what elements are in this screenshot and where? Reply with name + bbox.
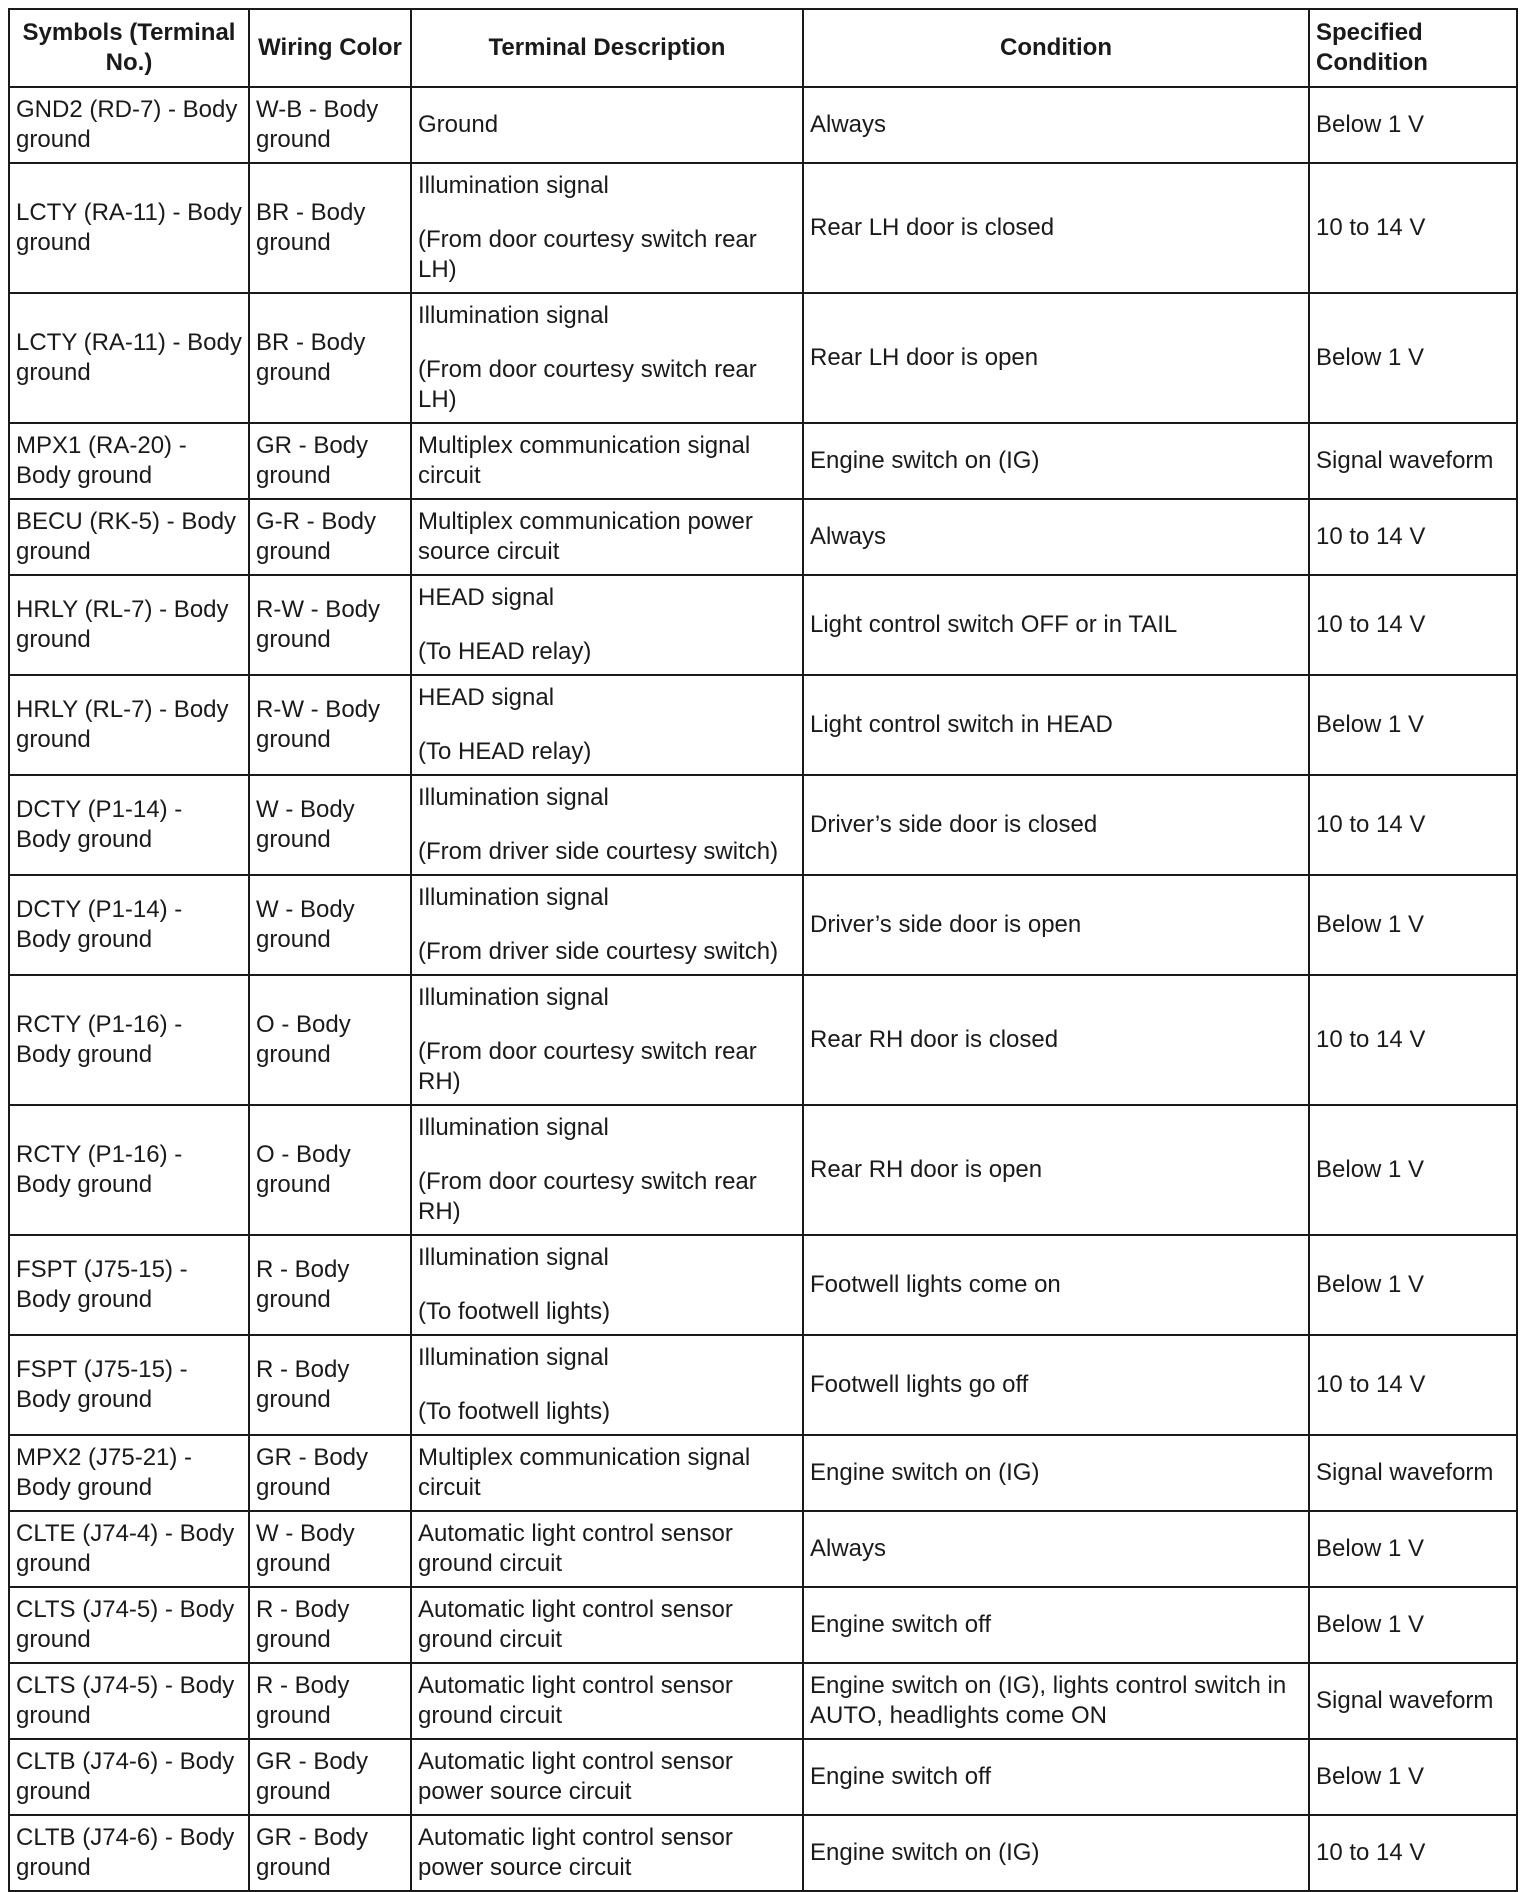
description-line: HEAD signal xyxy=(418,584,555,611)
cell-specified-condition: Below 1 V xyxy=(1309,1587,1517,1663)
cell-specified-condition: Below 1 V xyxy=(1309,87,1517,163)
description-line: Multiplex communication signal circuit xyxy=(418,1444,751,1501)
cell-condition: Driver’s side door is closed xyxy=(803,775,1309,875)
header-terminal-description: Terminal Description xyxy=(411,9,803,87)
description-line: Automatic light control sensor ground circuit xyxy=(418,1596,733,1653)
table-row xyxy=(9,1105,1517,1235)
description-gap xyxy=(418,813,796,837)
cell-symbols: CLTS (J74-5) - Body ground xyxy=(9,1587,249,1663)
description-line: Ground xyxy=(418,111,499,138)
header-specified-condition: Specified Condition xyxy=(1309,9,1517,87)
table-row xyxy=(9,293,1517,423)
cell-symbols: DCTY (P1-14) - Body ground xyxy=(9,875,249,975)
cell-specified-condition: 10 to 14 V xyxy=(1309,575,1517,675)
cell-symbols: DCTY (P1-14) - Body ground xyxy=(9,775,249,875)
cell-symbols: BECU (RK-5) - Body ground xyxy=(9,499,249,575)
header-condition: Condition xyxy=(803,9,1309,87)
cell-symbols: RCTY (P1-16) - Body ground xyxy=(9,975,249,1105)
cell-wiring-color: BR - Body ground xyxy=(249,293,411,423)
cell-specified-condition: Signal waveform xyxy=(1309,423,1517,499)
cell-symbols: LCTY (RA-11) - Body ground xyxy=(9,163,249,293)
cell-terminal-description xyxy=(411,975,803,1105)
cell-terminal-description xyxy=(411,575,803,675)
cell-symbols: MPX2 (J75-21) - Body ground xyxy=(9,1435,249,1511)
description-line: (From door courtesy switch rear LH) xyxy=(418,356,757,413)
cell-symbols: CLTE (J74-4) - Body ground xyxy=(9,1511,249,1587)
description-line: (From door courtesy switch rear LH) xyxy=(418,226,757,283)
cell-condition: Rear RH door is open xyxy=(803,1105,1309,1235)
cell-terminal-description xyxy=(411,1815,803,1891)
table-row xyxy=(9,423,1517,499)
cell-condition: Engine switch on (IG) xyxy=(803,1435,1309,1511)
description-gap xyxy=(418,1143,796,1167)
cell-symbols: FSPT (J75-15) - Body ground xyxy=(9,1235,249,1335)
cell-condition: Light control switch OFF or in TAIL xyxy=(803,575,1309,675)
description-gap xyxy=(418,201,796,225)
description-line: Automatic light control sensor power source circuit xyxy=(418,1824,733,1881)
cell-terminal-description xyxy=(411,87,803,163)
cell-condition: Engine switch on (IG), lights control switch in AUTO, headlights come ON xyxy=(803,1663,1309,1739)
cell-wiring-color: W-B - Body ground xyxy=(249,87,411,163)
cell-terminal-description xyxy=(411,1335,803,1435)
table-row xyxy=(9,575,1517,675)
cell-symbols: GND2 (RD-7) - Body ground xyxy=(9,87,249,163)
cell-terminal-description xyxy=(411,1663,803,1739)
header-row xyxy=(9,9,1517,87)
cell-specified-condition: 10 to 14 V xyxy=(1309,499,1517,575)
cell-condition: Footwell lights go off xyxy=(803,1335,1309,1435)
description-line: Automatic light control sensor power source circuit xyxy=(418,1748,733,1805)
cell-specified-condition: 10 to 14 V xyxy=(1309,163,1517,293)
description-line: Illumination signal xyxy=(418,884,609,911)
cell-wiring-color: G-R - Body ground xyxy=(249,499,411,575)
cell-specified-condition: Below 1 V xyxy=(1309,1105,1517,1235)
description-line: HEAD signal xyxy=(418,684,555,711)
cell-wiring-color: R - Body ground xyxy=(249,1663,411,1739)
terminal-spec-table xyxy=(8,8,1518,1892)
description-line: Illumination signal xyxy=(418,1244,609,1271)
cell-wiring-color: BR - Body ground xyxy=(249,163,411,293)
cell-condition: Light control switch in HEAD xyxy=(803,675,1309,775)
cell-specified-condition: Below 1 V xyxy=(1309,1511,1517,1587)
description-gap xyxy=(418,1373,796,1397)
cell-wiring-color: R-W - Body ground xyxy=(249,675,411,775)
cell-wiring-color: R - Body ground xyxy=(249,1235,411,1335)
description-line: (To footwell lights) xyxy=(418,1298,611,1325)
terminal-spec-table-container xyxy=(8,8,1518,1892)
table-body xyxy=(9,87,1517,1891)
cell-wiring-color: R - Body ground xyxy=(249,1587,411,1663)
cell-terminal-description xyxy=(411,1105,803,1235)
cell-terminal-description xyxy=(411,775,803,875)
description-line: (To HEAD relay) xyxy=(418,638,592,665)
cell-specified-condition: Below 1 V xyxy=(1309,293,1517,423)
description-line: Illumination signal xyxy=(418,302,609,329)
cell-wiring-color: O - Body ground xyxy=(249,1105,411,1235)
table-row xyxy=(9,1235,1517,1335)
cell-terminal-description xyxy=(411,499,803,575)
cell-symbols: CLTB (J74-6) - Body ground xyxy=(9,1815,249,1891)
cell-condition: Rear LH door is closed xyxy=(803,163,1309,293)
cell-wiring-color: GR - Body ground xyxy=(249,1739,411,1815)
description-line: Multiplex communication power source circuit xyxy=(418,508,753,565)
cell-symbols: CLTS (J74-5) - Body ground xyxy=(9,1663,249,1739)
cell-condition: Engine switch off xyxy=(803,1739,1309,1815)
cell-wiring-color: GR - Body ground xyxy=(249,423,411,499)
cell-symbols: HRLY (RL-7) - Body ground xyxy=(9,575,249,675)
cell-condition: Engine switch on (IG) xyxy=(803,423,1309,499)
cell-terminal-description xyxy=(411,875,803,975)
header-wiring-color: Wiring Color xyxy=(249,9,411,87)
table-row xyxy=(9,499,1517,575)
description-gap xyxy=(418,713,796,737)
cell-wiring-color: W - Body ground xyxy=(249,775,411,875)
description-line: (To HEAD relay) xyxy=(418,738,592,765)
cell-terminal-description xyxy=(411,675,803,775)
description-line: (From driver side courtesy switch) xyxy=(418,838,779,865)
cell-wiring-color: GR - Body ground xyxy=(249,1435,411,1511)
description-line: Illumination signal xyxy=(418,1114,609,1141)
cell-terminal-description xyxy=(411,1739,803,1815)
cell-symbols: LCTY (RA-11) - Body ground xyxy=(9,293,249,423)
description-line: Illumination signal xyxy=(418,984,609,1011)
cell-symbols: MPX1 (RA-20) - Body ground xyxy=(9,423,249,499)
cell-symbols: FSPT (J75-15) - Body ground xyxy=(9,1335,249,1435)
description-gap xyxy=(418,331,796,355)
table-row xyxy=(9,1663,1517,1739)
cell-specified-condition: Below 1 V xyxy=(1309,1739,1517,1815)
cell-specified-condition: Below 1 V xyxy=(1309,675,1517,775)
cell-condition: Always xyxy=(803,87,1309,163)
description-line: Automatic light control sensor ground circuit xyxy=(418,1672,733,1729)
cell-wiring-color: O - Body ground xyxy=(249,975,411,1105)
description-gap xyxy=(418,1273,796,1297)
cell-specified-condition: 10 to 14 V xyxy=(1309,775,1517,875)
cell-terminal-description xyxy=(411,1235,803,1335)
header-symbols: Symbols (Terminal No.) xyxy=(9,9,249,87)
cell-specified-condition: Signal waveform xyxy=(1309,1435,1517,1511)
cell-wiring-color: R - Body ground xyxy=(249,1335,411,1435)
description-line: (To footwell lights) xyxy=(418,1398,611,1425)
cell-condition: Rear RH door is closed xyxy=(803,975,1309,1105)
table-row xyxy=(9,87,1517,163)
description-line: (From driver side courtesy switch) xyxy=(418,938,779,965)
description-gap xyxy=(418,913,796,937)
description-line: Illumination signal xyxy=(418,784,609,811)
cell-condition: Always xyxy=(803,1511,1309,1587)
description-line: Automatic light control sensor ground circuit xyxy=(418,1520,733,1577)
cell-terminal-description xyxy=(411,163,803,293)
table-row xyxy=(9,1587,1517,1663)
table-row xyxy=(9,1435,1517,1511)
cell-symbols: RCTY (P1-16) - Body ground xyxy=(9,1105,249,1235)
cell-specified-condition: Signal waveform xyxy=(1309,1663,1517,1739)
cell-specified-condition: Below 1 V xyxy=(1309,1235,1517,1335)
table-row xyxy=(9,775,1517,875)
cell-wiring-color: R-W - Body ground xyxy=(249,575,411,675)
description-gap xyxy=(418,1013,796,1037)
cell-condition: Rear LH door is open xyxy=(803,293,1309,423)
table-row xyxy=(9,975,1517,1105)
table-row xyxy=(9,1335,1517,1435)
cell-symbols: HRLY (RL-7) - Body ground xyxy=(9,675,249,775)
table-row xyxy=(9,163,1517,293)
table-row xyxy=(9,1739,1517,1815)
cell-condition: Footwell lights come on xyxy=(803,1235,1309,1335)
table-row xyxy=(9,1815,1517,1891)
table-row xyxy=(9,875,1517,975)
description-line: Illumination signal xyxy=(418,172,609,199)
cell-specified-condition: Below 1 V xyxy=(1309,875,1517,975)
cell-terminal-description xyxy=(411,1587,803,1663)
description-line: (From door courtesy switch rear RH) xyxy=(418,1038,757,1095)
cell-terminal-description xyxy=(411,1435,803,1511)
description-gap xyxy=(418,613,796,637)
cell-condition: Always xyxy=(803,499,1309,575)
cell-wiring-color: GR - Body ground xyxy=(249,1815,411,1891)
cell-condition: Engine switch off xyxy=(803,1587,1309,1663)
cell-terminal-description xyxy=(411,423,803,499)
cell-specified-condition: 10 to 14 V xyxy=(1309,1815,1517,1891)
cell-terminal-description xyxy=(411,293,803,423)
cell-wiring-color: W - Body ground xyxy=(249,1511,411,1587)
cell-condition: Driver’s side door is open xyxy=(803,875,1309,975)
description-line: Multiplex communication signal circuit xyxy=(418,432,751,489)
description-line: Illumination signal xyxy=(418,1344,609,1371)
cell-symbols: CLTB (J74-6) - Body ground xyxy=(9,1739,249,1815)
cell-terminal-description xyxy=(411,1511,803,1587)
cell-specified-condition: 10 to 14 V xyxy=(1309,1335,1517,1435)
description-line: (From door courtesy switch rear RH) xyxy=(418,1168,757,1225)
cell-wiring-color: W - Body ground xyxy=(249,875,411,975)
table-row xyxy=(9,675,1517,775)
cell-specified-condition: 10 to 14 V xyxy=(1309,975,1517,1105)
table-row xyxy=(9,1511,1517,1587)
cell-condition: Engine switch on (IG) xyxy=(803,1815,1309,1891)
